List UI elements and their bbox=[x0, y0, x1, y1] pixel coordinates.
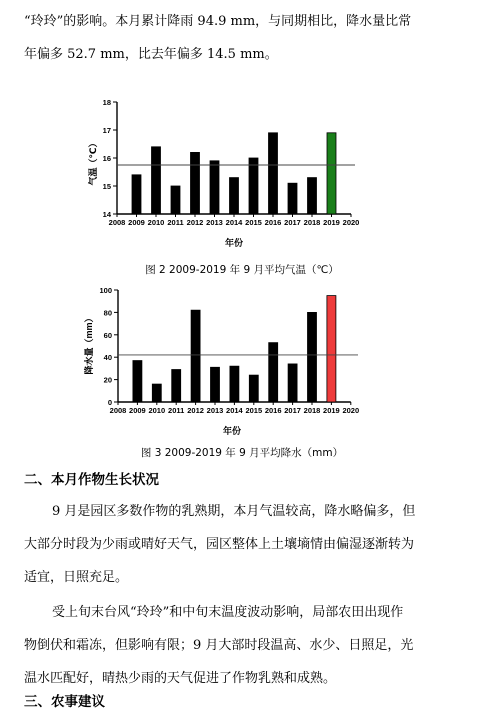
temperature-x-tick-label: 2009 bbox=[128, 218, 145, 227]
section-2-p1-line-2: 大部分时段为少雨或晴好天气，园区整体上土壤墒情由偏湿逐渐转为 bbox=[24, 537, 415, 552]
precipitation-x-tick-label: 2015 bbox=[245, 406, 263, 415]
section-2-p2-line-3: 温水匹配好，晴热少雨的天气促进了作物乳熟和成熟。 bbox=[24, 671, 337, 686]
precipitation-bar-2019 bbox=[327, 296, 336, 402]
temperature-x-tick-label: 2008 bbox=[108, 218, 126, 227]
precipitation-x-tick-label: 2011 bbox=[168, 406, 185, 415]
temperature-bar-2018 bbox=[308, 178, 317, 214]
temperature-x-tick-label: 2016 bbox=[264, 218, 282, 227]
precipitation-bar-2010 bbox=[152, 384, 161, 402]
precipitation-x-tick-label: 2008 bbox=[109, 406, 127, 415]
temperature-bar-2017 bbox=[288, 183, 297, 214]
temperature-bar-2012 bbox=[191, 152, 200, 214]
section-2-p2-line-1: 受上旬末台风“玲玲”和中旬末温度波动影响，局部农田出现作 bbox=[52, 605, 404, 620]
precipitation-x-tick-label: 2017 bbox=[284, 406, 301, 415]
precipitation-y-tick-label: 100 bbox=[99, 286, 112, 295]
temperature-x-tick-label: 2010 bbox=[147, 218, 165, 227]
precipitation-bar-2009 bbox=[133, 361, 142, 402]
temperature-y-tick-label: 15 bbox=[102, 182, 111, 191]
section-2-p1-line-3: 适宜，日照充足。 bbox=[24, 570, 129, 585]
section-2-p2-line-2: 物倒伏和霜冻，但影响有限；9 月大部时段温高、水少、日照足，光 bbox=[24, 638, 414, 653]
precipitation-bar-2013 bbox=[211, 367, 220, 402]
precipitation-y-tick-label: 20 bbox=[103, 375, 112, 385]
precipitation-x-tick-label: 2009 bbox=[129, 406, 146, 415]
precipitation-x-axis-label: 年份 bbox=[222, 426, 242, 436]
precipitation-bar-2015 bbox=[249, 375, 258, 402]
section-2-heading: 二、本月作物生长状况 bbox=[24, 472, 159, 488]
temperature-y-tick-label: 14 bbox=[102, 210, 111, 219]
temperature-x-tick-label: 2013 bbox=[206, 218, 223, 227]
section-2-p1-line-1: 9 月是园区多数作物的乳熟期，本月气温较高，降水略偏多，但 bbox=[52, 504, 416, 519]
temperature-bar-chart bbox=[0, 90, 484, 250]
precipitation-x-tick-label: 2014 bbox=[226, 406, 243, 415]
precipitation-x-tick-label: 2010 bbox=[148, 406, 166, 415]
precipitation-x-tick-label: 2012 bbox=[187, 406, 204, 415]
temperature-bar-2011 bbox=[171, 186, 180, 214]
precipitation-x-tick-label: 2016 bbox=[264, 406, 282, 415]
temperature-x-tick-label: 2015 bbox=[245, 218, 262, 227]
precipitation-bar-2012 bbox=[191, 310, 200, 402]
temperature-x-tick-label: 2019 bbox=[323, 218, 340, 227]
temperature-bar-2009 bbox=[132, 175, 141, 214]
intro-line-1: “玲玲”的影响。本月累计降雨 94.9 mm，与同期相比，降水量比常 bbox=[24, 14, 412, 29]
temperature-x-tick-label: 2012 bbox=[186, 218, 204, 227]
precipitation-bar-2016 bbox=[269, 343, 278, 402]
temperature-bar-2010 bbox=[152, 147, 161, 214]
temperature-y-tick-label: 16 bbox=[102, 154, 111, 163]
temperature-bar-2014 bbox=[230, 178, 239, 214]
precipitation-y-tick-label: 60 bbox=[103, 330, 112, 340]
temperature-y-tick-label: 18 bbox=[102, 98, 111, 107]
precipitation-y-tick-label: 40 bbox=[103, 353, 112, 363]
precipitation-y-axis-label: 降水量（mm） bbox=[84, 313, 94, 375]
precipitation-y-tick-label: 0 bbox=[107, 398, 112, 407]
precipitation-x-tick-label: 2020 bbox=[342, 406, 360, 415]
temperature-y-tick-label: 17 bbox=[102, 126, 111, 135]
figure-3-caption: 图 3 2009-2019 年 9 月平均降水（mm） bbox=[140, 447, 344, 459]
temperature-x-axis-label: 年份 bbox=[224, 238, 244, 248]
precipitation-bar-chart bbox=[0, 282, 484, 442]
temperature-x-tick-label: 2018 bbox=[303, 218, 321, 227]
temperature-x-tick-label: 2014 bbox=[225, 218, 243, 227]
precipitation-y-tick-label: 80 bbox=[103, 308, 112, 318]
intro-line-2: 年偏多 52.7 mm，比去年偏多 14.5 mm。 bbox=[24, 47, 278, 62]
figure-2-caption: 图 2 2009-2019 年 9 月平均气温（℃） bbox=[145, 264, 339, 276]
precipitation-x-tick-label: 2019 bbox=[323, 406, 340, 415]
precipitation-bar-2014 bbox=[230, 366, 239, 402]
precipitation-bar-2011 bbox=[172, 370, 181, 402]
section-3-heading: 三、农事建议 bbox=[24, 694, 105, 710]
temperature-bar-2016 bbox=[269, 133, 278, 214]
temperature-bar-2019 bbox=[327, 133, 336, 214]
precipitation-x-tick-label: 2018 bbox=[303, 406, 321, 415]
precipitation-bar-2018 bbox=[308, 312, 317, 402]
temperature-bar-2015 bbox=[249, 158, 258, 214]
precipitation-bar-2017 bbox=[288, 364, 297, 402]
temperature-y-axis-label: 气温（℃） bbox=[88, 138, 98, 186]
temperature-x-tick-label: 2017 bbox=[284, 218, 301, 227]
precipitation-x-tick-label: 2013 bbox=[206, 406, 224, 415]
temperature-x-tick-label: 2011 bbox=[167, 218, 184, 227]
temperature-bar-2013 bbox=[210, 161, 219, 214]
temperature-x-tick-label: 2020 bbox=[342, 218, 360, 227]
